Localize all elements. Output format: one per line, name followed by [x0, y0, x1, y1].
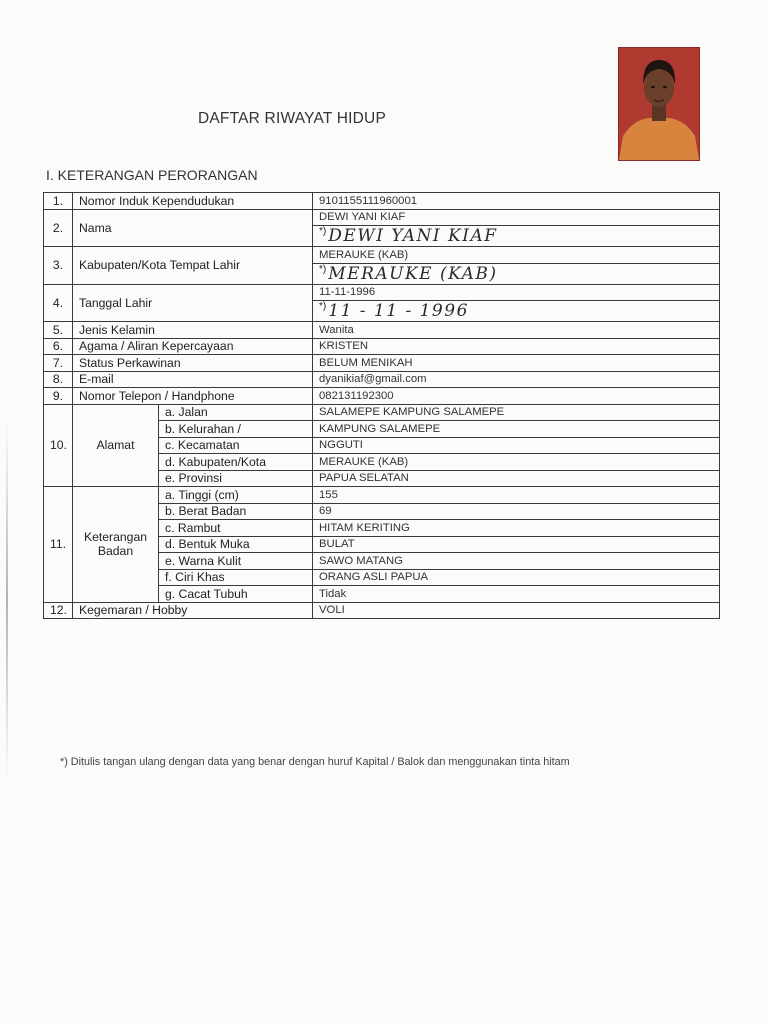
row-tempat-lahir — [44, 247, 720, 264]
row-agama — [44, 338, 720, 355]
field-value: 9101155111960001 — [313, 193, 720, 210]
row-status — [44, 355, 720, 372]
handwritten-value: MERAUKE (KAB) — [328, 263, 498, 284]
sub-label: e. Provinsi — [159, 470, 313, 487]
field-value: dyanikiaf@gmail.com — [313, 371, 720, 388]
handwritten-cell — [313, 226, 720, 247]
row-number: 2. — [44, 209, 73, 247]
row-number: 8. — [44, 371, 73, 388]
field-label: Nama — [73, 209, 313, 247]
sub-label: b. Berat Badan — [159, 503, 313, 520]
field-value: MERAUKE (KAB) — [313, 247, 720, 264]
section-heading: I. KETERANGAN PERORANGAN — [46, 167, 258, 183]
sub-value: PAPUA SELATAN — [313, 470, 720, 487]
row-tanggal-lahir — [44, 284, 720, 301]
handwriting-marker: *) — [319, 226, 327, 237]
sub-value: KAMPUNG SALAMEPE — [313, 421, 720, 438]
sub-value: HITAM KERITING — [313, 520, 720, 537]
sub-value: ORANG ASLI PAPUA — [313, 569, 720, 586]
field-label: Agama / Aliran Kepercayaan — [73, 338, 313, 355]
row-nama — [44, 209, 720, 226]
row-number: 12. — [44, 602, 73, 619]
field-value: DEWI YANI KIAF — [313, 209, 720, 226]
sub-value: BULAT — [313, 536, 720, 553]
row-alamat — [44, 404, 720, 421]
field-label: Tanggal Lahir — [73, 284, 313, 322]
sub-label: e. Warna Kulit — [159, 553, 313, 570]
sub-value: Tidak — [313, 586, 720, 603]
row-number: 10. — [44, 404, 73, 487]
handwritten-cell — [313, 263, 720, 284]
sub-value: SAWO MATANG — [313, 553, 720, 570]
field-label: Kabupaten/Kota Tempat Lahir — [73, 247, 313, 285]
field-value: Wanita — [313, 322, 720, 339]
row-telepon — [44, 388, 720, 405]
row-jenis-kelamin — [44, 322, 720, 339]
handwritten-value: 11 - 11 - 1996 — [328, 301, 469, 321]
document-title: DAFTAR RIWAYAT HIDUP — [198, 110, 386, 127]
row-number: 4. — [44, 284, 73, 322]
sub-label: c. Kecamatan — [159, 437, 313, 454]
sub-value: SALAMEPE KAMPUNG SALAMEPE — [313, 404, 720, 421]
field-label: Nomor Induk Kependudukan — [73, 193, 313, 210]
field-label: Nomor Telepon / Handphone — [73, 388, 313, 405]
footnote: *) Ditulis tangan ulang dengan data yang benar dengan huruf Kapital / Balok dan menggunakan tinta hitam — [60, 756, 570, 768]
row-number: 11. — [44, 487, 73, 603]
field-label: Kegemaran / Hobby — [73, 602, 313, 619]
sub-label: a. Jalan — [159, 404, 313, 421]
row-nik — [44, 193, 720, 210]
field-label: E-mail — [73, 371, 313, 388]
sub-value: 155 — [313, 487, 720, 504]
sub-value: NGGUTI — [313, 437, 720, 454]
sub-label: g. Cacat Tubuh — [159, 586, 313, 603]
profile-photo — [618, 47, 700, 161]
sub-value: MERAUKE (KAB) — [313, 454, 720, 471]
sub-label: c. Rambut — [159, 520, 313, 537]
row-hobby — [44, 602, 720, 619]
row-number: 9. — [44, 388, 73, 405]
row-badan — [44, 487, 720, 504]
field-label: Status Perkawinan — [73, 355, 313, 372]
field-value: KRISTEN — [313, 338, 720, 355]
sub-label: a. Tinggi (cm) — [159, 487, 313, 504]
row-number: 1. — [44, 193, 73, 210]
sub-value: 69 — [313, 503, 720, 520]
field-value: 082131192300 — [313, 388, 720, 405]
row-number: 5. — [44, 322, 73, 339]
row-number: 6. — [44, 338, 73, 355]
scan-edge-shadow — [6, 420, 8, 780]
field-label — [73, 487, 159, 603]
handwriting-marker: *) — [319, 263, 327, 275]
row-email — [44, 371, 720, 388]
field-value: 11-11-1996 — [313, 284, 720, 301]
field-label-line: Keterangan — [83, 530, 148, 545]
field-value: VOLI — [313, 602, 720, 619]
handwritten-value: DEWI YANI KIAF — [328, 226, 498, 246]
personal-info-table — [43, 192, 720, 619]
field-label: Jenis Kelamin — [73, 322, 313, 339]
field-label: Alamat — [73, 404, 159, 487]
handwritten-cell — [313, 301, 720, 322]
sub-label: f. Ciri Khas — [159, 569, 313, 586]
sub-label: d. Bentuk Muka — [159, 536, 313, 553]
row-number: 3. — [44, 247, 73, 285]
field-label-line: Badan — [97, 544, 134, 559]
row-number: 7. — [44, 355, 73, 372]
handwriting-marker: *) — [319, 301, 327, 312]
field-value: BELUM MENIKAH — [313, 355, 720, 372]
sub-label: b. Kelurahan / — [159, 421, 313, 438]
sub-label: d. Kabupaten/Kota — [159, 454, 313, 471]
